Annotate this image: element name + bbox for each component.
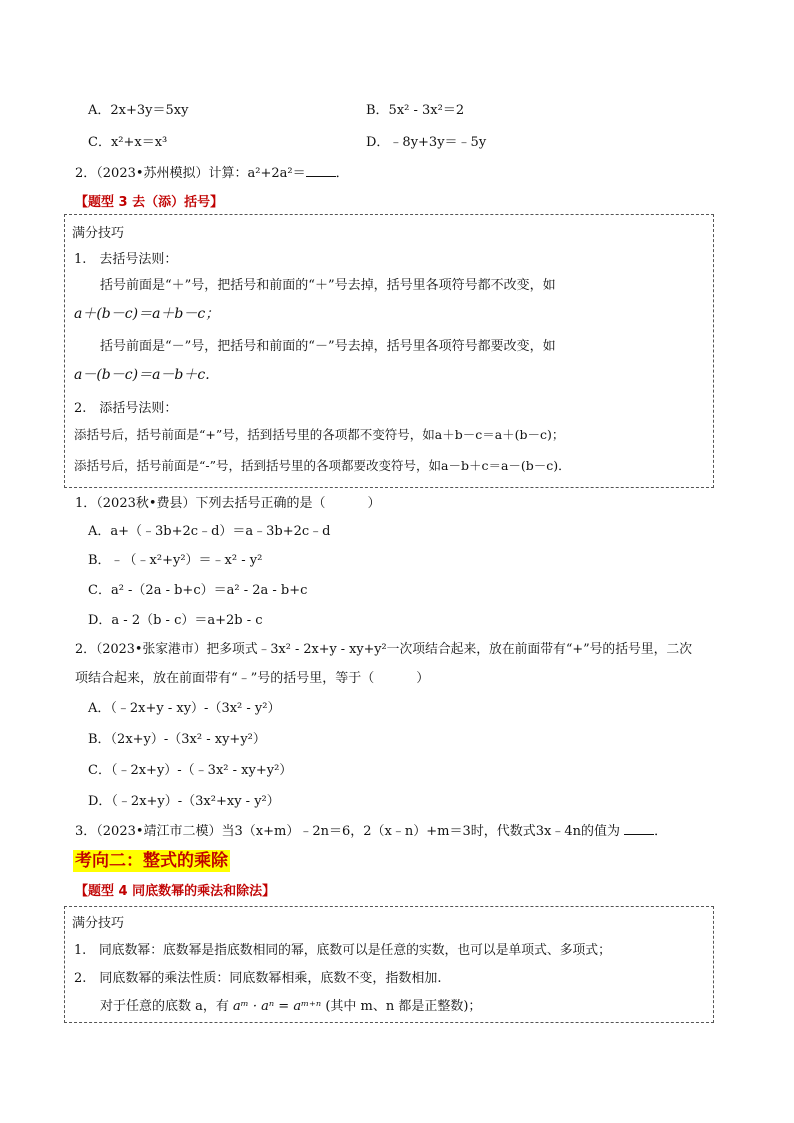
rule-1-line-1: 括号前面是“＋”号，把括号和前面的“＋”号去掉，括号里各项符号都不改变，如 [100,278,556,293]
tips-box-title: 满分技巧 [72,226,125,241]
question-2-line-2-text: 项结合起来，放在前面带有“﹣”号的括号里，等于（ [75,671,375,686]
q2-option-c: C．（﹣2x+y）-（﹣3x² - xy+y²） [88,763,293,778]
rule-1-formula-2: a－(b－c)＝a－b＋c. [74,367,210,383]
section-title-text: 考向二：整式的乘除 [75,851,228,871]
option-b: B．5x² - 3x²＝2 [366,103,465,118]
rule-1-title: 1. 去括号法则： [74,252,178,267]
rule-2-title: 2. 添括号法则： [74,401,178,416]
answer-blank-q3 [624,822,654,835]
type-3-heading: 【题型 3 去（添）括号】 [75,195,224,210]
rule-2-line-2: 添括号后，括号前面是“-”号，括到括号里的各项都要改变符号，如a－b＋c＝a－(b－c)． [74,458,571,473]
t4-line-2: 2. 同底数幂的乘法性质：同底数幂相乘，底数不变，指数相加. [74,971,442,986]
tips-box-title-4: 满分技巧 [72,916,125,931]
t4-line-3 [100,995,481,1014]
question-2-line-2-end: ） [416,671,430,686]
section-title [73,846,230,871]
question-3-end: ． [654,824,668,839]
question-3 [75,820,667,839]
t4-line-3-post: (其中 m、n 都是正整数)； [325,999,482,1014]
q2-option-a: A．（﹣2x+y - xy）-（3x² - y²） [88,701,281,716]
question-2-line-2 [75,667,429,686]
rule-1-line-2: 括号前面是“－”号，把括号和前面的“－”号去掉，括号里各项符号都要改变，如 [100,339,556,354]
t4-formula: aᵐ · aⁿ = aᵐ⁺ⁿ [233,999,322,1014]
question-3-text: 3．（2023•靖江市二模）当3（x+m）﹣2n＝6，2（x﹣n）+m＝3时，代数式3x﹣4n的值为 [75,824,620,839]
question-1-stem: 1．（2023秋•费县）下列去括号正确的是（ [75,496,326,511]
option-a: A．2x+3y＝5xy [88,103,189,118]
q2-option-b: B．（2x+y）-（3x² - xy+y²） [88,732,266,747]
t4-line-3-pre: 对于任意的底数 a，有 [100,999,229,1014]
q1-option-b: B．﹣（﹣x²+y²）＝﹣x² - y² [88,553,263,568]
option-c: C．x²+x＝x³ [88,135,168,150]
q1-option-c: C．a² -（2a - b+c）＝a² - 2a - b+c [88,583,308,598]
rule-2-line-1: 添括号后，括号前面是“+”号，括到括号里的各项都不变符号，如a＋b－c＝a＋(b－c)； [74,427,565,442]
question-1 [75,492,381,511]
question-1-stem-end: ） [367,496,381,511]
type-4-heading: 【题型 4 同底数幂的乘法和除法】 [75,884,276,899]
q1-option-d: D．a - 2（b - c）＝a+2b - c [88,613,263,628]
rule-1-formula-1: a＋(b－c)＝a＋b－c； [74,306,220,322]
t4-line-1: 1. 同底数幂：底数幂是指底数相同的幂，底数可以是任意的实数，也可以是单项式、多项式； [74,943,611,958]
q2-option-d: D．（﹣2x+y）-（3x²+xy - y²） [88,794,280,809]
q1-option-a: A．a+（﹣3b+2c﹣d）＝a﹣3b+2c﹣d [88,524,331,539]
answer-blank [306,164,336,177]
question-2-top-end: ． [335,166,349,181]
question-2-top [75,162,349,181]
question-2-top-text: 2．（2023•苏州模拟）计算：a²+2a²＝ [75,166,306,181]
question-2-line-1: 2．（2023•张家港市）把多项式﹣3x² - 2x+y - xy+y²一次项结合起来，放在前面带有“+”号的括号里，二次 [75,642,693,657]
option-d: D．﹣8y+3y＝﹣5y [366,135,487,150]
